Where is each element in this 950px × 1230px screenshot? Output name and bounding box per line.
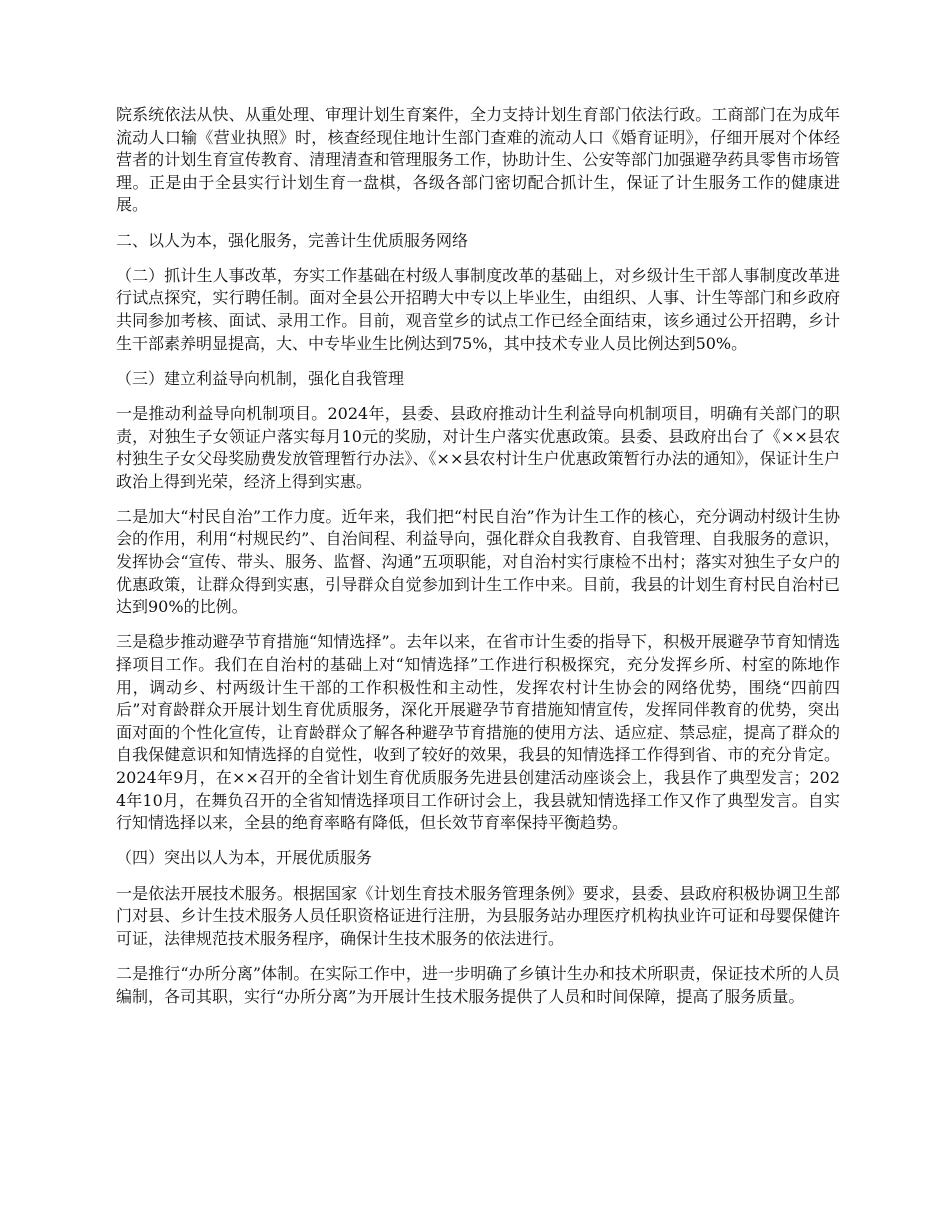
paragraph-1: 院系统依法从快、从重处理、审理计划生育案件，全力支持计划生育部门依法行政。工商部门在为成年流动人口输《营业执照》时，核查经现住地计生部门查难的流动人口《婚育证明》，仔细开展对个体经营者的计划生育宣传教育、清理清查和管理服务工作，协助计生、公安等部门加强避孕药具零售市场管理。正是由于全县实行计划生育一盘棋，各级各部门密切配合抓计生，保证了计生服务工作的健康进展。 — [116, 105, 840, 215]
section-heading-2: 二、以人为本，强化服务，完善计生优质服务网络 — [116, 230, 469, 250]
paragraph-6: 二是加大“村民自治”工作力度。近年来，我们把“村民自治”作为计生工作的核心，充分调动村级计生协会的作用，利用“村规民约”、自治间程、利益导向，强化群众自我教育、自我管理、自我服务的意识，发挥协会“宣传、带头、服务、监督、沟通”五项职能，对自治村实行康检不出村；落实对独生子女户的优惠政策，让群众得到实惠，引导群众自觉参加到计生工作中来。目前，我县的计划生育村民自治村已达到90%的比例。 — [116, 506, 840, 617]
paragraph-10: 二是推行“办所分离”体制。在实际工作中，进一步明确了乡镇计生办和技术所职责，保证技术所的人员编制，各司其职，实行“办所分离”为开展计生技术服务提供了人员和时间保障，提高了服务质量。 — [116, 963, 840, 1006]
subsection-heading-4: （三）建立利益导向机制，强化自我管理 — [116, 368, 405, 388]
paragraph-7: 三是稳步推动避孕节育措施“知情选择”。去年以来，在省市计生委的指导下，积极开展避孕节育知情选择项目工作。我们在自治村的基础上对“知情选择”工作进行积极探究，充分发挥乡所、村室的陈地作用，调动乡、村两级计生干部的工作积极性和主动性，发挥农村计生协会的网络优势，围绕“四前四后”对育龄群众开展计划生育优质服务，深化开展避孕节育措施知情宣传，发挥同伴教育的优势，突出面对面的个性化宣传，让育龄群众了解各种避孕节育措施的使用方法、适应症、禁忌症，提高了群众的自我保健意识和知情选择的自觉性，收到了较好的效果，我县的知情选择工作得到省、市的充分肯定。2024年9月，在××召开的全省计划生育优质服务先进县创建活动座谈会上，我县作了典型发言；2024年10月，在舞负召开的全省知情选择项目工作研讨会上，我县就知情选择工作又作了典型发言。自实行知情选择以来，全县的绝育率略有降低，但长效节育率保持平衡趋势。 — [116, 632, 840, 833]
subsection-heading-8: （四）突出以人为本，开展优质服务 — [116, 848, 373, 868]
document-body — [116, 104, 840, 1021]
paragraph-5: 一是推动利益导向机制项目。2024年，县委、县政府推动计生利益导向机制项目，明确有关部门的职责，对独生子女领证户落实每月10元的奖励，对计生户落实优惠政策。县委、县政府出台了《××县农村独生子女父母奖励费发放管理暂行办法》、《××县农村计生户优惠政策暂行办法的通知》，保证计生户政治上得到光荣，经济上得到实惠。 — [116, 403, 840, 491]
paragraph-3: （二）抓计生人事改革，夯实工作基础在村级人事制度改革的基础上，对乡级计生干部人事制度改革进行试点探究，实行聘任制。面对全县公开招聘大中专以上毕业生，由组织、人事、计生等部门和乡政府共同参加考核、面试、录用工作。目前，观音堂乡的试点工作已经全面结束，该乡通过公开招聘，乡计生干部素养明显提高，大、中专毕业生比例达到75%，其中技术专业人员比例达到50%。 — [116, 265, 840, 353]
paragraph-9: 一是依法开展技术服务。根据国家《计划生育技术服务管理条例》要求，县委、县政府积极协调卫生部门对县、乡计生技术服务人员任职资格证进行注册，为县服务站办理医疗机构执业许可证和母婴保健许可证，法律规范技术服务程序，确保计生技术服务的依法进行。 — [116, 883, 840, 948]
